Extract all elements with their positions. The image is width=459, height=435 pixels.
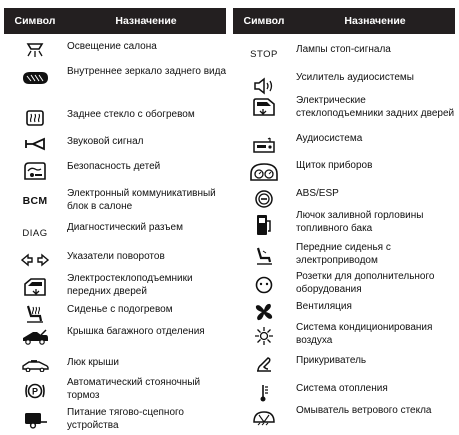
row-purpose: Безопасность детей [67,161,161,172]
cigarette-lighter-icon [254,355,274,373]
table-row [4,66,226,86]
table-row [4,161,226,181]
row-purpose: Указатели поворотов [67,251,165,262]
row-purpose: Электростеклоподъемники передних дверей [67,273,193,297]
table-row [233,95,455,120]
table-row [233,44,455,60]
row-purpose: Вентиляция [296,301,352,312]
child-lock-icon [23,161,47,181]
table-row [233,383,455,403]
table-row [4,407,226,432]
row-purpose: Диагностический разъем [67,222,183,233]
diag-text-icon: DIAG [22,228,48,239]
column-header-purpose: Назначение [115,15,177,27]
row-purpose: Система отопления [296,383,388,394]
fuse-symbols-table-left [4,8,227,431]
table-row [4,304,226,324]
horn-icon [23,136,47,152]
row-purpose: Сиденье с подогревом [67,304,173,315]
rear-defrost-icon [25,109,45,127]
table-row [233,210,455,237]
trailer-icon [22,411,48,429]
row-purpose: Система кондиционирования воздуха [296,322,433,346]
instrument-panel-icon [249,162,279,182]
windshield-washer-icon [252,408,276,428]
row-purpose: Омыватель ветрового стекла [296,405,432,416]
table-row [4,251,226,267]
row-purpose: Электронный коммуникативный блок в салоне [67,188,216,212]
table-row [4,222,226,239]
sunroof-icon [21,358,49,372]
heated-seat-icon [24,304,46,324]
row-purpose: Щиток приборов [296,160,373,171]
heating-icon [257,383,271,403]
power-seat-icon [253,246,275,266]
front-window-icon [23,277,47,297]
abs-esp-icon [253,189,275,209]
trunk-lid-icon [21,329,49,345]
audio-system-icon [252,136,276,154]
parking-brake-icon [24,380,46,402]
row-purpose: Освещение салона [67,41,157,52]
table-row [233,242,455,267]
turn-signal-icon [21,253,49,267]
fuel-door-icon [254,213,274,237]
row-purpose: Люк крыши [67,357,119,368]
table-row [233,271,455,296]
svg-text:P: P [31,386,39,397]
table-row [4,326,226,345]
table-header [4,8,226,34]
stop-text-icon: STOP [250,49,278,60]
row-purpose: Лючок заливной горловины топливного бака [296,210,424,234]
table-header [233,8,455,34]
row-purpose: Прикуриватель [296,355,367,366]
power-outlet-icon [254,275,274,295]
fuse-symbols-table-right [233,8,455,416]
table-row [4,188,226,213]
table-row [233,301,455,323]
ac-snowflake-icon [254,326,274,346]
row-purpose: Автоматический стояночный тормоз [67,377,201,401]
row-purpose: Усилитель аудиосистемы [296,72,414,83]
table-row [233,355,455,373]
bcm-text-icon: BCM [22,195,48,207]
row-purpose: Заднее стекло с обогревом [67,109,195,120]
row-purpose: Внутреннее зеркало заднего вида [67,66,227,77]
table-row [233,188,455,209]
table-row [233,322,455,347]
rear-mirror-icon [21,70,49,86]
table-row [4,357,226,372]
row-purpose: Лампы стоп-сигнала [296,44,391,55]
amplifier-icon [253,77,275,95]
row-purpose: ABS/ESP [296,188,339,199]
fan-icon [253,301,275,323]
table-row [233,405,455,428]
row-purpose: Электрические стеклоподъемники задних дверей [296,95,455,119]
column-header-symbol: Символ [243,15,285,27]
row-purpose: Крышка багажного отделения [67,326,205,337]
row-purpose: Питание тягово-сцепного устройства [67,407,184,431]
table-row [233,160,455,182]
row-purpose: Аудиосистема [296,133,363,144]
table-row [233,72,455,95]
table-row [4,41,226,59]
table-row [233,133,455,154]
table-row [4,109,226,127]
row-purpose: Розетки для дополнительного оборудования [296,271,435,295]
row-purpose: Передние сиденья с электроприводом [296,242,391,266]
table-row [4,136,226,152]
rear-window-icon [252,97,276,117]
row-purpose: Звуковой сигнал [67,136,144,147]
table-row [4,377,226,402]
cabin-light-icon [24,41,46,59]
column-header-symbol: Символ [14,15,56,27]
table-row [4,273,226,298]
column-header-purpose: Назначение [344,15,406,27]
